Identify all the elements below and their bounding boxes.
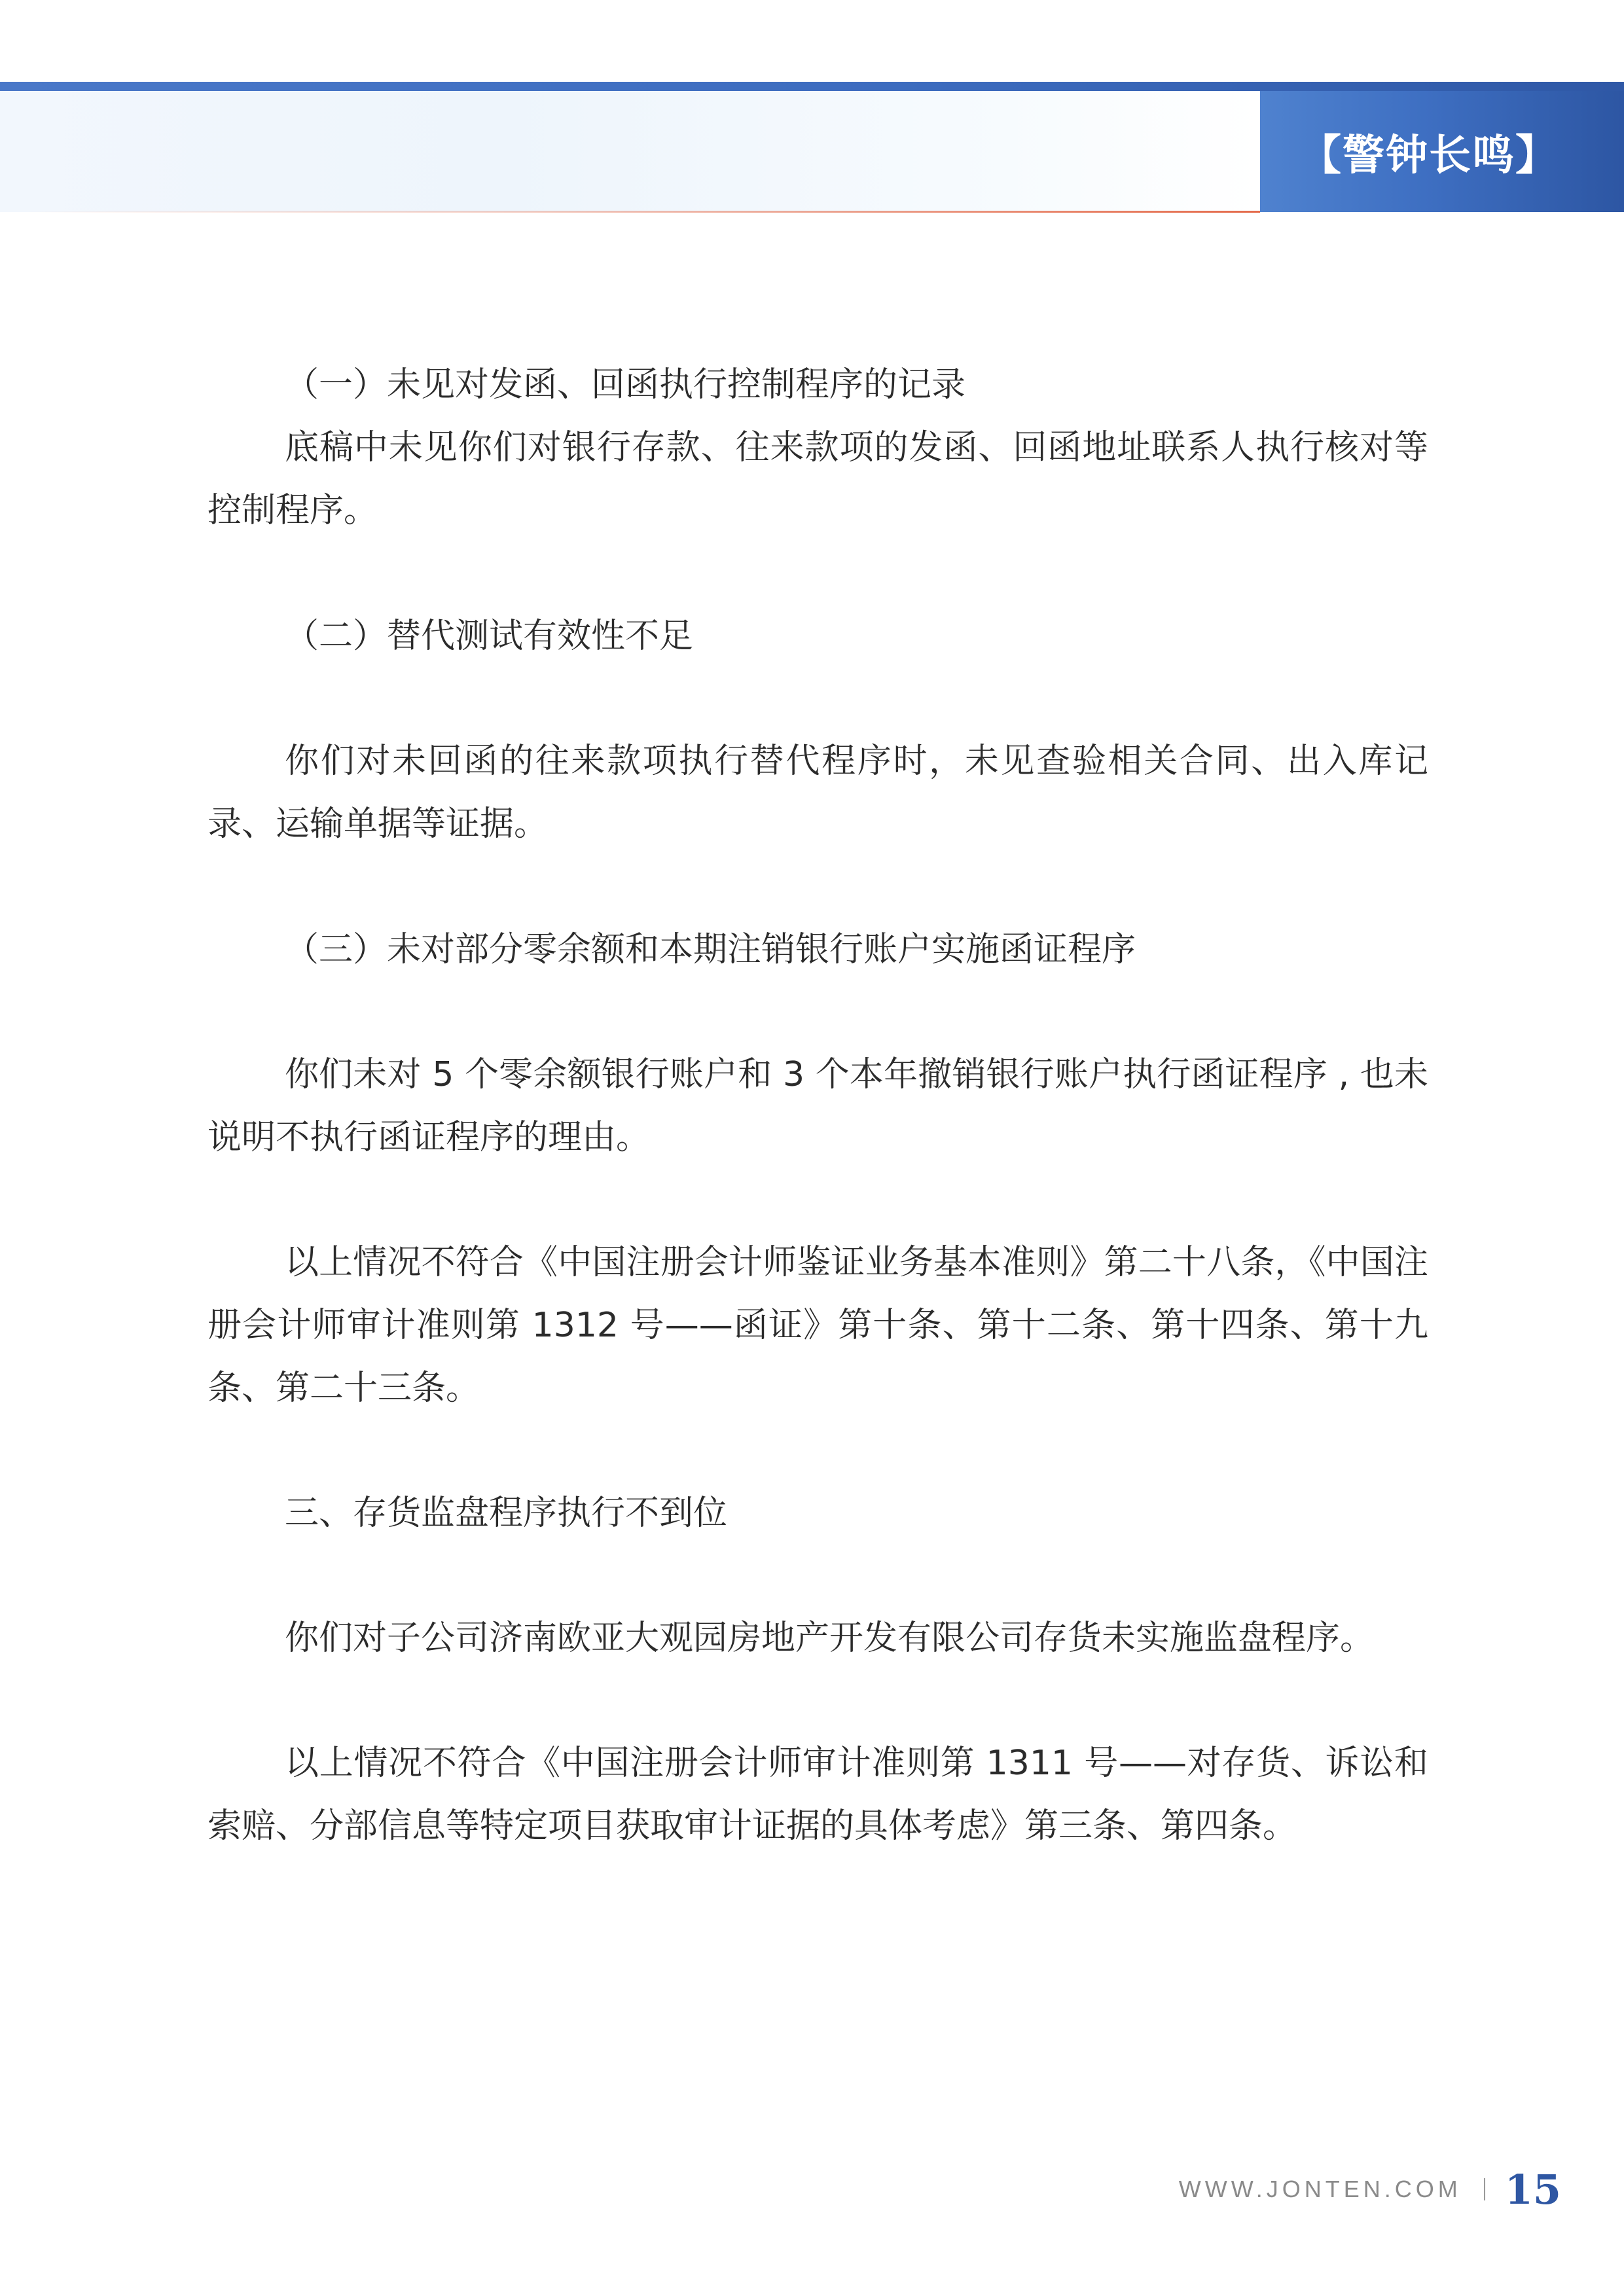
website-url: WWW.JONTEN.COM [1178, 2176, 1462, 2202]
page-body [208, 353, 1428, 1857]
paragraph: 以上情况不符合《中国注册会计师鉴证业务基本准则》第二十八条，《中国注册会计师审计准则第 1312 号——函证》第十条、第十二条、第十四条、第十九条、第二十三条。 [208, 1243, 1428, 1408]
paragraph: 你们未对 5 个零余额银行账户和 3 个本年撤销银行账户执行函证程序 , 也未说明不执行函证程序的理由。 [208, 1055, 1428, 1157]
header-top-rule [0, 82, 1624, 91]
paragraph: 以上情况不符合《中国注册会计师审计准则第 1311 号——对存货、诉讼和索赔、分部信息等特定项目获取审计证据的具体考虑》第三条、第四条。 [208, 1744, 1428, 1846]
subsection-heading-1: （一）未见对发函、回函执行控制程序的记录 [285, 365, 966, 404]
paragraph: 底稿中未见你们对银行存款、往来款项的发函、回函地址联系人执行核对等控制程序。 [208, 428, 1428, 530]
page-number: 15 [1504, 2165, 1561, 2214]
header-band [0, 91, 1260, 212]
header-accent-line [26, 211, 1260, 213]
section-tag [1260, 91, 1624, 212]
section-heading: 三、存货监盘程序执行不到位 [285, 1494, 728, 1533]
subsection-heading-3: （三）未对部分零余额和本期注销银行账户实施函证程序 [285, 930, 1136, 969]
section-tag-label: 【警钟长鸣】 [1299, 130, 1559, 180]
page-footer [1179, 2160, 1561, 2219]
footer-divider [1484, 2178, 1485, 2200]
subsection-heading-2: （二）替代测试有效性不足 [285, 617, 694, 656]
paragraph: 你们对未回函的往来款项执行替代程序时，未见查验相关合同、出入库记录、运输单据等证据。 [208, 742, 1428, 844]
paragraph: 你们对子公司济南欧亚大观园房地产开发有限公司存货未实施监盘程序。 [285, 1619, 1375, 1658]
